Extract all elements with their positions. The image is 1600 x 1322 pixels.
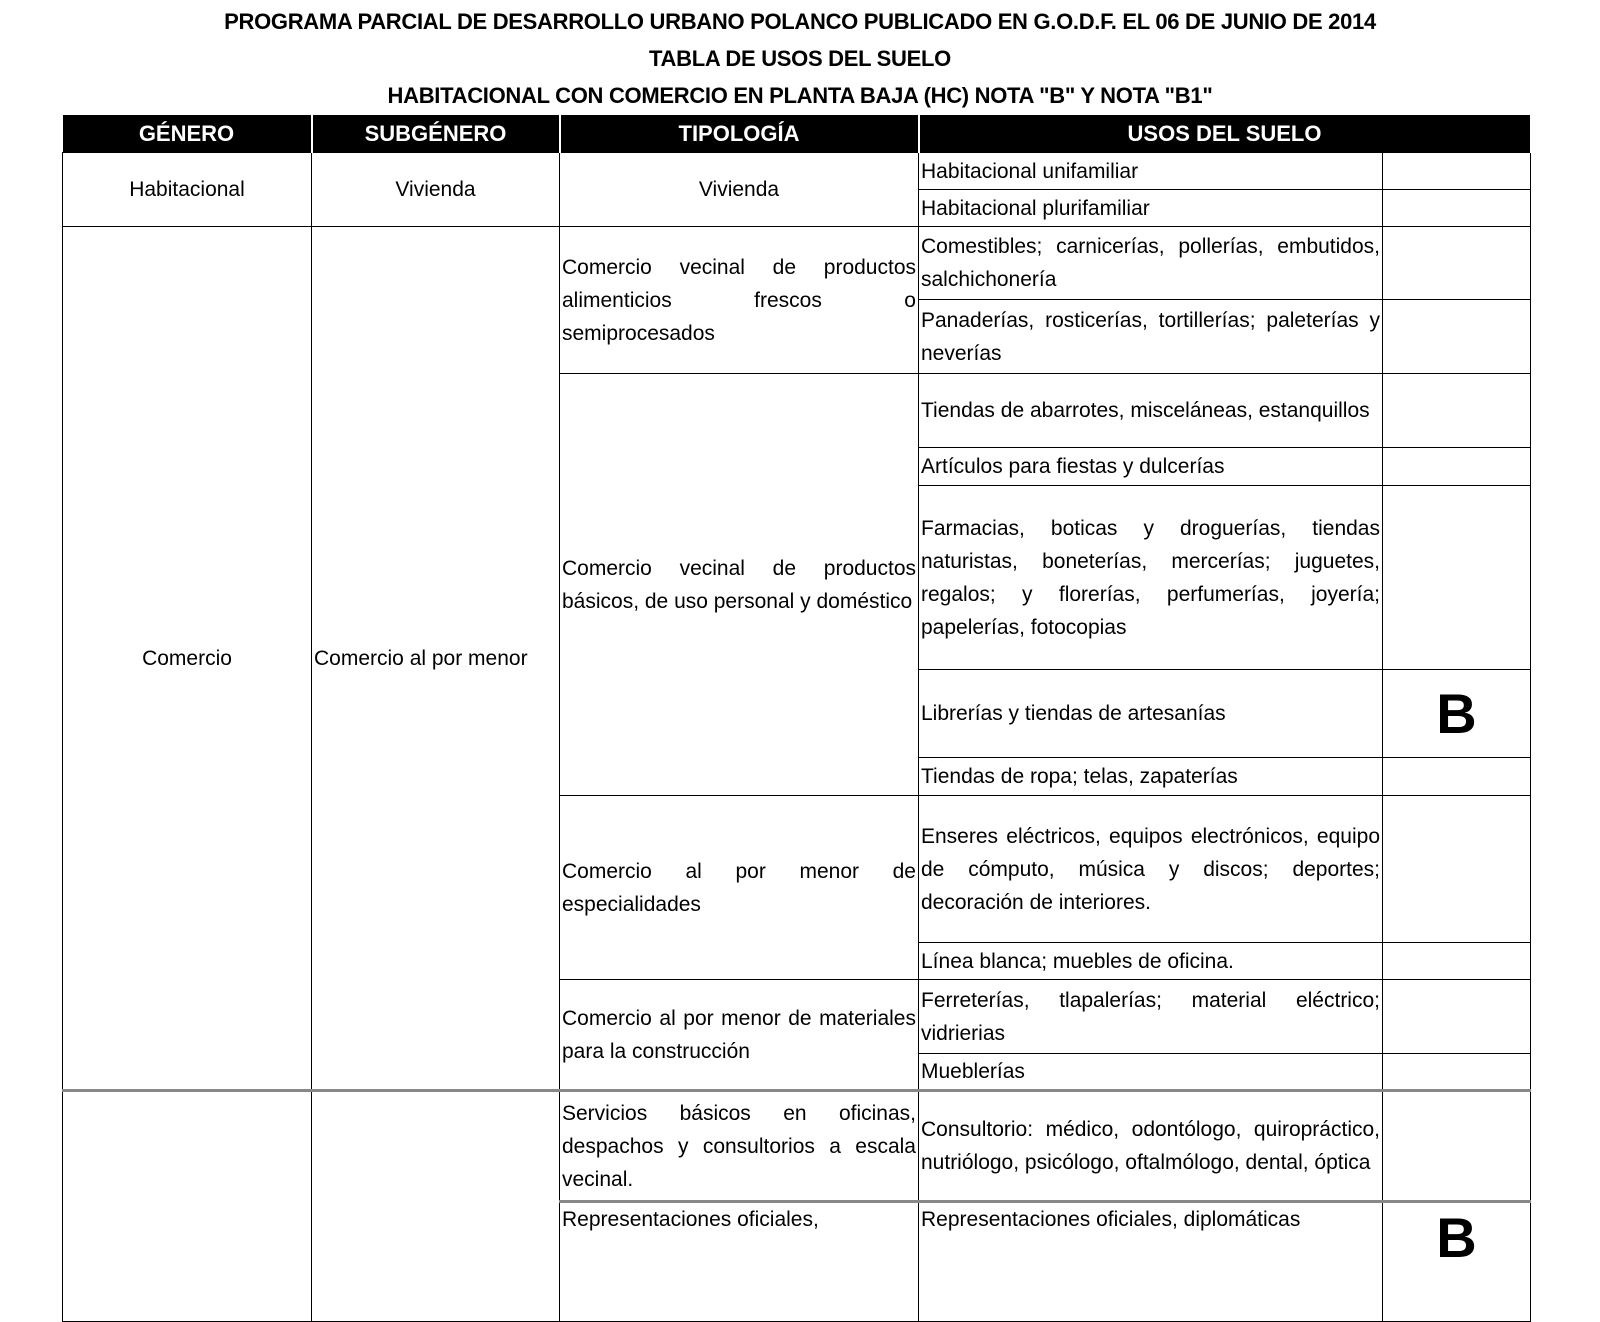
note-cell bbox=[1383, 796, 1531, 943]
tipologia-cell: Comercio vecinal de productos alimenticios frescos o semiprocesados bbox=[560, 227, 919, 374]
header-subgenero: SUBGÉNERO bbox=[312, 115, 560, 153]
uso-cell: Representaciones oficiales, diplomáticas bbox=[919, 1202, 1383, 1322]
note-cell bbox=[1383, 374, 1531, 448]
uso-cell: Librerías y tiendas de artesanías bbox=[919, 670, 1383, 758]
table-title: TABLA DE USOS DEL SUELO bbox=[649, 46, 951, 71]
uso-cell: Farmacias, boticas y droguerías, tiendas naturistas, boneterías, mercerías; juguetes, regalos; y florerías, perfumerías, joyería; papelerías, fotocopias bbox=[919, 486, 1383, 670]
uso-cell: Consultorio: médico, odontólogo, quiropráctico, nutriólogo, psicólogo, oftalmólogo, dental, óptica bbox=[919, 1091, 1383, 1202]
note-cell bbox=[1383, 227, 1531, 300]
uso-cell: Línea blanca; muebles de oficina. bbox=[919, 943, 1383, 980]
header-genero: GÉNERO bbox=[63, 115, 312, 153]
uso-cell: Enseres eléctricos, equipos electrónicos, equipo de cómputo, música y discos; deportes; decoración de interiores. bbox=[919, 796, 1383, 943]
genero-cell: Habitacional bbox=[63, 153, 312, 227]
note-cell bbox=[1383, 943, 1531, 980]
note-cell bbox=[1383, 1054, 1531, 1091]
uso-cell: Panaderías, rosticerías, tortillerías; paleterías y neverías bbox=[919, 300, 1383, 374]
uso-cell: Ferreterías, tlapalerías; material eléctrico; vidrierias bbox=[919, 980, 1383, 1054]
table-subtitle: HABITACIONAL CON COMERCIO EN PLANTA BAJA (HC) NOTA "B" Y NOTA "B1" bbox=[387, 83, 1213, 108]
tipologia-cell: Comercio al por menor de materiales para la construcción bbox=[560, 980, 919, 1091]
note-b-cell: B bbox=[1383, 1202, 1531, 1322]
uso-cell: Tiendas de ropa; telas, zapaterías bbox=[919, 758, 1383, 796]
note-cell bbox=[1383, 758, 1531, 796]
genero-cell bbox=[63, 1091, 312, 1322]
table-row bbox=[63, 227, 1531, 300]
note-cell bbox=[1383, 486, 1531, 670]
land-use-table bbox=[62, 115, 1532, 1322]
tipologia-cell: Vivienda bbox=[560, 153, 919, 227]
uso-cell: Tiendas de abarrotes, misceláneas, estanquillos bbox=[919, 374, 1383, 448]
note-cell bbox=[1383, 1091, 1531, 1202]
tipologia-cell: Representaciones oficiales, bbox=[560, 1202, 919, 1322]
uso-cell: Comestibles; carnicerías, pollerías, embutidos, salchichonería bbox=[919, 227, 1383, 300]
uso-cell: Habitacional plurifamiliar bbox=[919, 190, 1383, 227]
subgenero-cell: Comercio al por menor bbox=[312, 227, 560, 1091]
table-row bbox=[63, 1091, 1531, 1202]
genero-cell: Comercio bbox=[63, 227, 312, 1091]
tipologia-cell: Servicios básicos en oficinas, despachos y consultorios a escala vecinal. bbox=[560, 1091, 919, 1202]
subgenero-cell: Vivienda bbox=[312, 153, 560, 227]
note-cell bbox=[1383, 980, 1531, 1054]
note-cell bbox=[1383, 448, 1531, 486]
tipologia-cell: Comercio al por menor de especialidades bbox=[560, 796, 919, 980]
header-usos: USOS DEL SUELO bbox=[919, 115, 1531, 153]
table-row bbox=[63, 153, 1531, 190]
document-title: PROGRAMA PARCIAL DE DESARROLLO URBANO POLANCO PUBLICADO EN G.O.D.F. EL 06 DE JUNIO DE 2014 bbox=[224, 9, 1376, 34]
uso-cell: Artículos para fiestas y dulcerías bbox=[919, 448, 1383, 486]
note-cell bbox=[1383, 190, 1531, 227]
header-tipologia: TIPOLOGÍA bbox=[560, 115, 919, 153]
tipologia-cell: Comercio vecinal de productos básicos, de uso personal y doméstico bbox=[560, 374, 919, 796]
note-cell bbox=[1383, 153, 1531, 190]
uso-cell: Habitacional unifamiliar bbox=[919, 153, 1383, 190]
subgenero-cell bbox=[312, 1091, 560, 1322]
uso-cell: Mueblerías bbox=[919, 1054, 1383, 1091]
table-header-row bbox=[63, 115, 1531, 153]
note-b-cell: B bbox=[1383, 670, 1531, 758]
note-cell bbox=[1383, 300, 1531, 374]
